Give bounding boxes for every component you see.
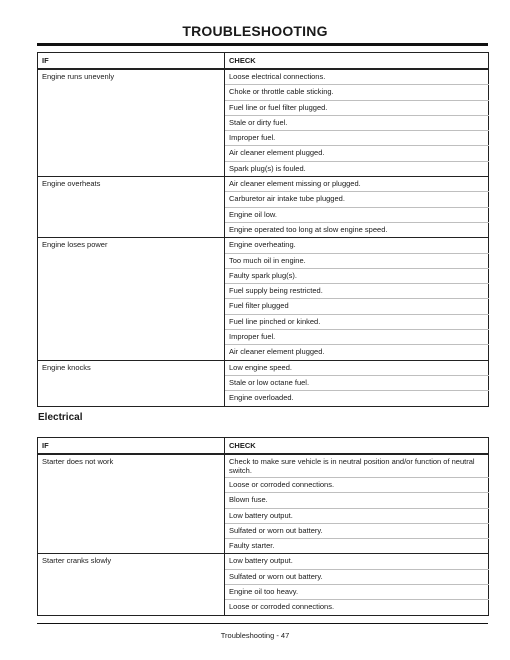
condition-cell-continued	[38, 508, 225, 523]
check-cell: Blown fuse.	[225, 493, 489, 508]
title-rule	[37, 43, 488, 46]
check-cell: Choke or throttle cable sticking.	[225, 85, 489, 100]
table-row	[38, 222, 489, 237]
table-row	[38, 330, 489, 345]
table-row	[38, 391, 489, 406]
condition-cell: Starter cranks slowly	[38, 554, 225, 569]
table-row	[38, 569, 489, 584]
table-row	[38, 360, 489, 375]
table-row	[38, 238, 489, 253]
table-row	[38, 161, 489, 176]
table-row	[38, 207, 489, 222]
engine-table-body	[38, 69, 489, 406]
check-cell: Low engine speed.	[225, 360, 489, 375]
check-cell: Spark plug(s) is fouled.	[225, 161, 489, 176]
condition-cell-continued	[38, 345, 225, 360]
check-cell: Air cleaner element plugged.	[225, 146, 489, 161]
check-cell: Carburetor air intake tube plugged.	[225, 192, 489, 207]
condition-cell-continued	[38, 100, 225, 115]
condition-cell-continued	[38, 375, 225, 390]
table-row	[38, 493, 489, 508]
condition-cell-continued	[38, 268, 225, 283]
check-cell: Stale or dirty fuel.	[225, 115, 489, 130]
table-row	[38, 585, 489, 600]
condition-cell-continued	[38, 222, 225, 237]
electrical-troubleshooting-table	[37, 437, 489, 616]
table-row	[38, 85, 489, 100]
check-cell: Loose or corroded connections.	[225, 600, 489, 615]
condition-cell-continued	[38, 391, 225, 406]
check-cell: Check to make sure vehicle is in neutral position and/or function of neutral switch.	[225, 454, 489, 478]
table-row	[38, 268, 489, 283]
table-row	[38, 177, 489, 192]
table-row	[38, 131, 489, 146]
condition-cell-continued	[38, 523, 225, 538]
check-cell: Engine oil low.	[225, 207, 489, 222]
check-cell: Fuel line or fuel filter plugged.	[225, 100, 489, 115]
table-row	[38, 69, 489, 85]
section-heading-electrical: Electrical	[38, 412, 83, 423]
electrical-table-body	[38, 454, 489, 615]
check-cell: Fuel line pinched or kinked.	[225, 314, 489, 329]
check-cell: Sulfated or worn out battery.	[225, 569, 489, 584]
check-cell: Improper fuel.	[225, 330, 489, 345]
check-cell: Faulty starter.	[225, 539, 489, 554]
table-row	[38, 554, 489, 569]
table-row	[38, 192, 489, 207]
table-header-row	[38, 53, 489, 70]
page-footer: Troubleshooting - 47	[220, 631, 290, 640]
header-if: IF	[38, 438, 225, 455]
table-row	[38, 146, 489, 161]
table-row	[38, 115, 489, 130]
condition-cell-continued	[38, 131, 225, 146]
condition-cell-continued	[38, 330, 225, 345]
condition-cell-continued	[38, 207, 225, 222]
condition-cell-continued	[38, 478, 225, 493]
page-title: TROUBLESHOOTING	[182, 23, 328, 39]
header-check: CHECK	[225, 53, 489, 70]
check-cell: Stale or low octane fuel.	[225, 375, 489, 390]
check-cell: Air cleaner element plugged.	[225, 345, 489, 360]
check-cell: Faulty spark plug(s).	[225, 268, 489, 283]
table-row	[38, 100, 489, 115]
check-cell: Too much oil in engine.	[225, 253, 489, 268]
condition-cell-continued	[38, 85, 225, 100]
table-row	[38, 539, 489, 554]
check-cell: Low battery output.	[225, 554, 489, 569]
table-row	[38, 284, 489, 299]
condition-cell-continued	[38, 115, 225, 130]
table-row	[38, 454, 489, 478]
check-cell: Engine operated too long at slow engine speed.	[225, 222, 489, 237]
table-row	[38, 508, 489, 523]
check-cell: Fuel supply being restricted.	[225, 284, 489, 299]
condition-cell-continued	[38, 585, 225, 600]
condition-cell: Starter does not work	[38, 454, 225, 478]
table-row	[38, 253, 489, 268]
table-row	[38, 600, 489, 615]
condition-cell: Engine runs unevenly	[38, 69, 225, 85]
check-cell: Fuel filter plugged	[225, 299, 489, 314]
check-cell: Loose or corroded connections.	[225, 478, 489, 493]
header-check: CHECK	[225, 438, 489, 455]
condition-cell-continued	[38, 539, 225, 554]
check-cell: Loose electrical connections.	[225, 69, 489, 85]
condition-cell-continued	[38, 314, 225, 329]
condition-cell-continued	[38, 192, 225, 207]
check-cell: Low battery output.	[225, 508, 489, 523]
condition-cell-continued	[38, 600, 225, 615]
condition-cell-continued	[38, 493, 225, 508]
condition-cell: Engine knocks	[38, 360, 225, 375]
condition-cell-continued	[38, 253, 225, 268]
engine-troubleshooting-table	[37, 52, 489, 407]
condition-cell-continued	[38, 146, 225, 161]
check-cell: Engine overloaded.	[225, 391, 489, 406]
table-row	[38, 478, 489, 493]
table-row	[38, 299, 489, 314]
table-row	[38, 523, 489, 538]
check-cell: Engine oil too heavy.	[225, 585, 489, 600]
condition-cell-continued	[38, 569, 225, 584]
check-cell: Improper fuel.	[225, 131, 489, 146]
table-header-row	[38, 438, 489, 455]
footer-rule	[37, 623, 488, 624]
condition-cell-continued	[38, 284, 225, 299]
condition-cell: Engine overheats	[38, 177, 225, 192]
header-if: IF	[38, 53, 225, 70]
table-row	[38, 345, 489, 360]
check-cell: Air cleaner element missing or plugged.	[225, 177, 489, 192]
check-cell: Sulfated or worn out battery.	[225, 523, 489, 538]
condition-cell-continued	[38, 161, 225, 176]
check-cell: Engine overheating.	[225, 238, 489, 253]
condition-cell: Engine loses power	[38, 238, 225, 253]
table-row	[38, 375, 489, 390]
condition-cell-continued	[38, 299, 225, 314]
table-row	[38, 314, 489, 329]
